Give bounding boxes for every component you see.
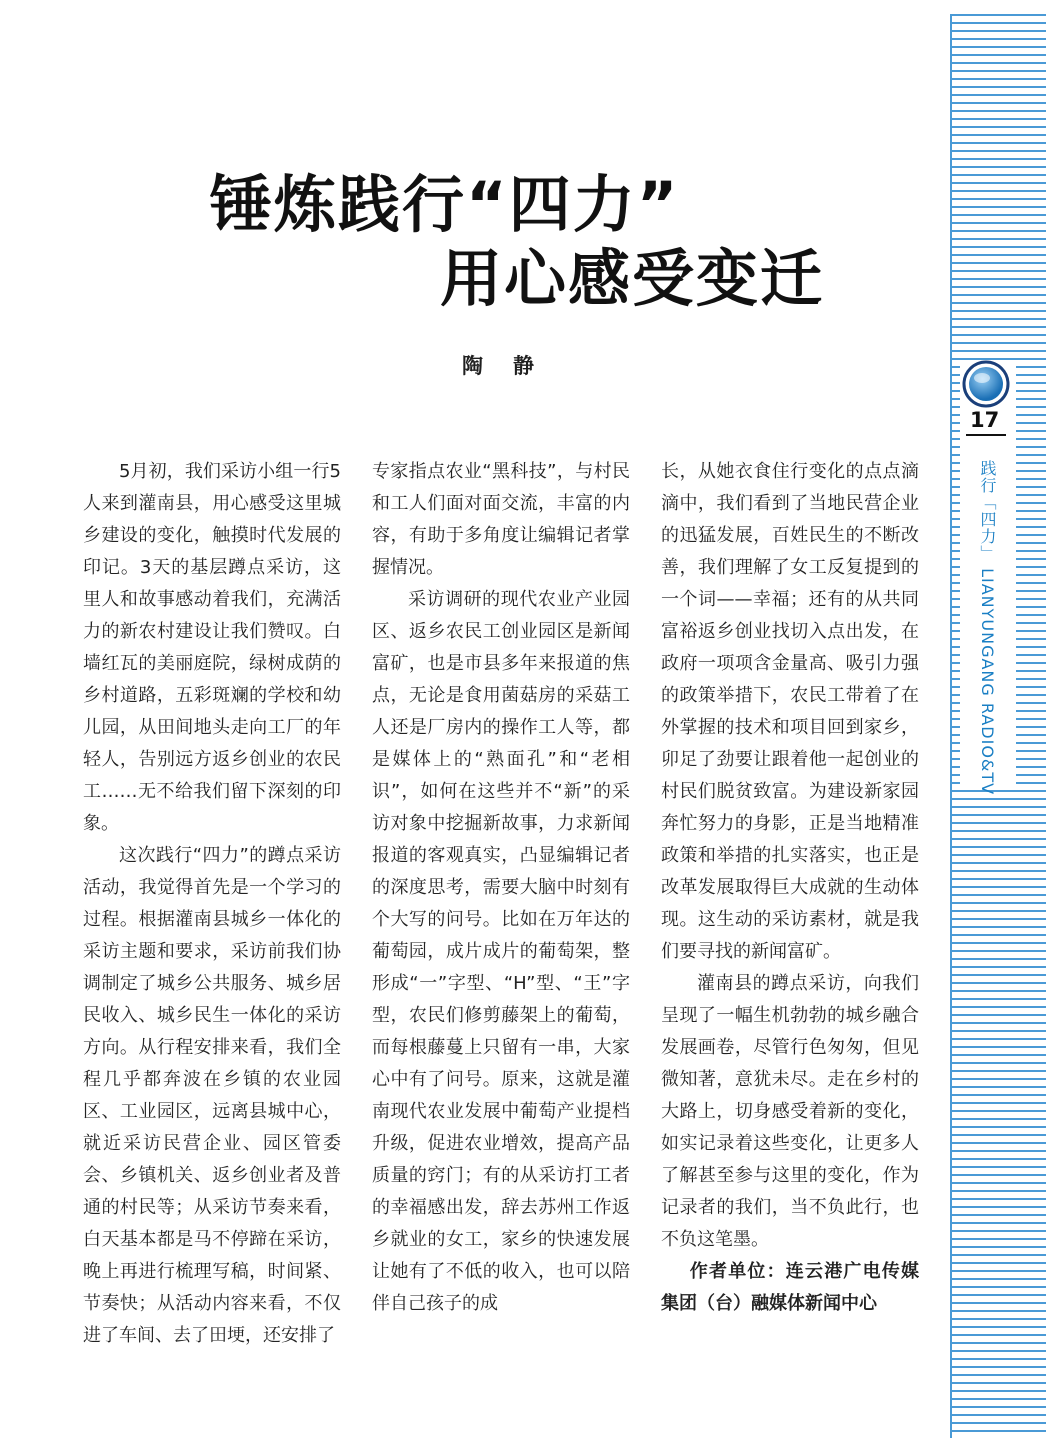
article-title-line1: 锤炼践行“四力” bbox=[210, 168, 680, 241]
author-name: 陶静 bbox=[462, 354, 564, 378]
text-column-2 bbox=[372, 456, 630, 1320]
paragraph: 专家指点农业“黑科技”，与村民和工人们面对面交流，丰富的内容，有助于多角度让编辑记者掌握情况。 bbox=[372, 461, 630, 578]
article-title-line2: 用心感受变迁 bbox=[440, 242, 825, 315]
paragraph: 这次践行“四力”的蹲点采访活动，我觉得首先是一个学习的过程。根据灌南县城乡一体化的采访主题和要求，采访前我们协调制定了城乡公共服务、城乡居民收入、城乡民生一体化的采访方向。从行程安排来看，我们全程几乎都奔波在乡镇的农业园区、工业园区，远离县城中心，就近采访民营企业、园区管委会、乡镇机关、返乡创业者及普通的村民等；从采访节奏来看，白天基本都是马不停蹄在采访，晚上再进行梳理写稿，时间紧、节奏快；从活动内容来看，不仅进了车间、去了田埂，还安排了 bbox=[83, 845, 341, 1346]
paragraph: 5月初，我们采访小组一行5人来到灌南县，用心感受这里城乡建设的变化，触摸时代发展的印记。3天的基层蹲点采访，这里人和故事感动着我们，充满活力的新农村建设让我们赞叹。白墙红瓦的美丽庭院，绿树成荫的乡村道路，五彩斑斓的学校和幼儿园，从田间地头走向工厂的年轻人，告别远方返乡创业的农民工……无不给我们留下深刻的印象。 bbox=[83, 461, 341, 834]
page-number-rule bbox=[966, 434, 1006, 436]
page-number: 17 bbox=[970, 408, 1000, 432]
author-affiliation: 作者单位：连云港广电传媒集团（台）融媒体新闻中心 bbox=[661, 1261, 919, 1314]
text-column-3 bbox=[661, 456, 919, 1320]
globe-logo-icon bbox=[962, 360, 1010, 408]
paragraph: 灌南县的蹲点采访，向我们呈现了一幅生机勃勃的城乡融合发展画卷，尽管行色匆匆，但见微知著，意犹未尽。走在乡村的大路上，切身感受着新的变化，如实记录着这些变化，让更多人了解甚至参与这里的变化，作为记录者的我们，当不负此行，也不负这笔墨。 bbox=[661, 973, 919, 1250]
paragraph: 采访调研的现代农业产业园区、返乡农民工创业园区是新闻富矿，也是市县多年来报道的焦点，无论是食用菌菇房的采菇工人还是厂房内的操作工人等，都是媒体上的“熟面孔”和“老相识”，如何在这些并不“新”的采访对象中挖掘新故事，力求新闻报道的客观真实，凸显编辑记者的深度思考，需要大脑中时刻有个大写的问号。比如在万年达的葡萄园，成片成片的葡萄架，整形成“一”字型、“H”型、“王”字型，农民们修剪藤架上的葡萄，而每根藤蔓上只留有一串，大家心中有了问号。原来，这就是灌南现代农业发展中葡萄产业提档升级，促进农业增效，提高产品质量的窍门；有的从采访打工者的幸福感出发，辞去苏州工作返乡就业的女工，家乡的快速发展让她有了不低的收入，也可以陪伴自己孩子的成 bbox=[372, 589, 630, 1314]
section-label: 践行「四力」 LIANYUNGANG RADIO&TV bbox=[978, 460, 997, 796]
stripe-border bbox=[950, 14, 952, 1438]
paragraph: 长，从她衣食住行变化的点点滴滴中，我们看到了当地民营企业的迅猛发展，百姓民生的不断改善，我们理解了女工反复提到的一个词——幸福；还有的从共同富裕返乡创业找切入点出发，在政府一项项含金量高、吸引力强的政策举措下，农民工带着了在外掌握的技术和项目回到家乡，卯足了劲要让跟着他一起创业的村民们脱贫致富。为建设新家园奔忙努力的身影，正是当地精准政策和举措的扎实落实，也正是改革发展取得巨大成就的生动体现。这生动的采访素材，就是我们要寻找的新闻富矿。 bbox=[661, 461, 919, 962]
text-column-1 bbox=[83, 456, 341, 1352]
